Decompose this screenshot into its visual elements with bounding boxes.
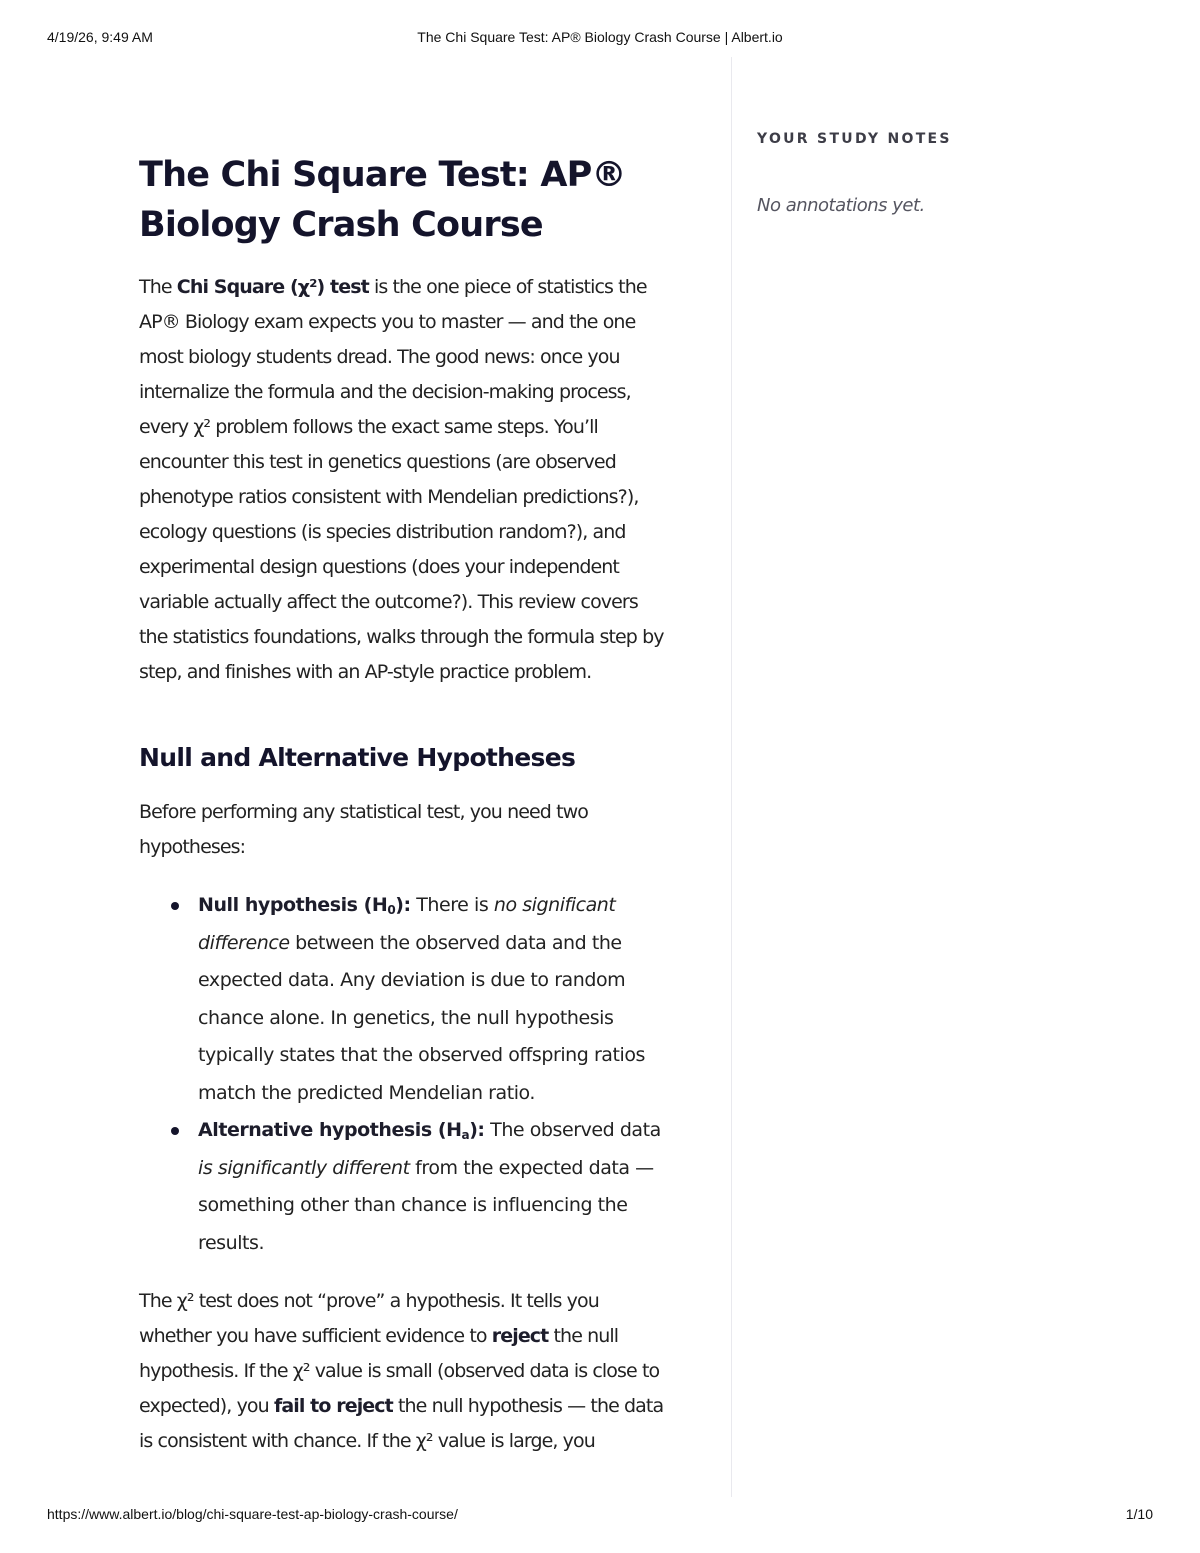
alt-emphasis: is significantly different <box>198 1156 410 1179</box>
section-heading: Null and Alternative Hypotheses <box>139 743 576 772</box>
print-date: 4/19/26, 9:49 AM <box>47 29 153 45</box>
hypotheses-list <box>139 887 664 1262</box>
alt-hypothesis-term <box>198 1119 485 1141</box>
null-term-post: ): <box>395 894 411 916</box>
null-term-subscript: 0 <box>387 903 396 917</box>
article-title: The Chi Square Test: AP® Biology Crash Course <box>139 155 626 245</box>
alt-text-pre: The observed data <box>484 1119 661 1141</box>
print-header <box>47 29 1153 49</box>
intro-rest: is the one piece of statistics the AP® Biology exam expects you to master — and the one most biology students dread. The good news: once you internalize the formula and the decision-making process, every χ² problem follows the exact same steps. You’ll encounter this test in genetics questions (are observed phenotype ratios consistent with Mendelian predictions?), ecology questions (is species distribution random?), and experimental design questions (does your independent variable actually affect the outcome?). This review covers the statistics foundations, walks through the formula step by step, and finishes with an AP-style practice problem. <box>139 276 664 683</box>
bullet-icon <box>171 1127 179 1135</box>
null-text-pre: There is <box>410 894 494 916</box>
section-lead-paragraph: Before performing any statistical test, you need two hypotheses: <box>139 801 589 858</box>
closing-t1: The χ² test does not “prove” a hypothesis. It tells you whether you have sufficient evidence to <box>139 1290 599 1347</box>
alt-term-pre: Alternative hypothesis (H <box>198 1119 462 1141</box>
closing-fail-to-reject: fail to reject <box>273 1395 393 1417</box>
closing-reject: reject <box>491 1325 549 1347</box>
closing-t2: the null hypothesis. If the χ² value is small (observed data is close to expected), you <box>139 1325 660 1417</box>
null-emphasis: no significant difference <box>198 894 616 954</box>
closing-paragraph <box>139 1284 664 1459</box>
bullet-icon <box>171 902 179 910</box>
alt-term-subscript: a <box>461 1128 470 1142</box>
intro-bold-term: Chi Square (χ²) test <box>176 276 369 298</box>
null-term-pre: Null hypothesis (H <box>198 894 388 916</box>
study-notes-panel <box>757 128 1157 218</box>
alt-text-post: from the expected data — something other than chance is influencing the results. <box>198 1156 654 1254</box>
column-divider <box>731 57 732 1497</box>
closing-t3: the null hypothesis — the data is consistent with chance. If the χ² value is large, you <box>139 1395 664 1452</box>
print-footer <box>47 1506 1153 1526</box>
alt-term-post: ): <box>469 1119 485 1141</box>
intro-paragraph <box>139 270 664 690</box>
null-hypothesis-term <box>198 894 411 916</box>
study-notes-empty-state: No annotations yet. <box>757 195 925 216</box>
intro-pre: The <box>139 276 177 298</box>
print-url: https://www.albert.io/blog/chi-square-test-ap-biology-crash-course/ <box>47 1506 458 1522</box>
list-item-alternative-hypothesis <box>198 1112 664 1262</box>
article <box>139 150 664 1459</box>
study-notes-label: YOUR STUDY NOTES <box>757 131 952 147</box>
print-page-title: The Chi Square Test: AP® Biology Crash Course | Albert.io <box>417 29 783 45</box>
print-page-number: 1/10 <box>1125 1506 1153 1522</box>
list-item-null-hypothesis <box>198 887 664 1112</box>
null-text-post: between the observed data and the expected data. Any deviation is due to random chance alone. In genetics, the null hypothesis typically states that the observed offspring ratios match the predicted Mendelian ratio. <box>198 931 645 1104</box>
